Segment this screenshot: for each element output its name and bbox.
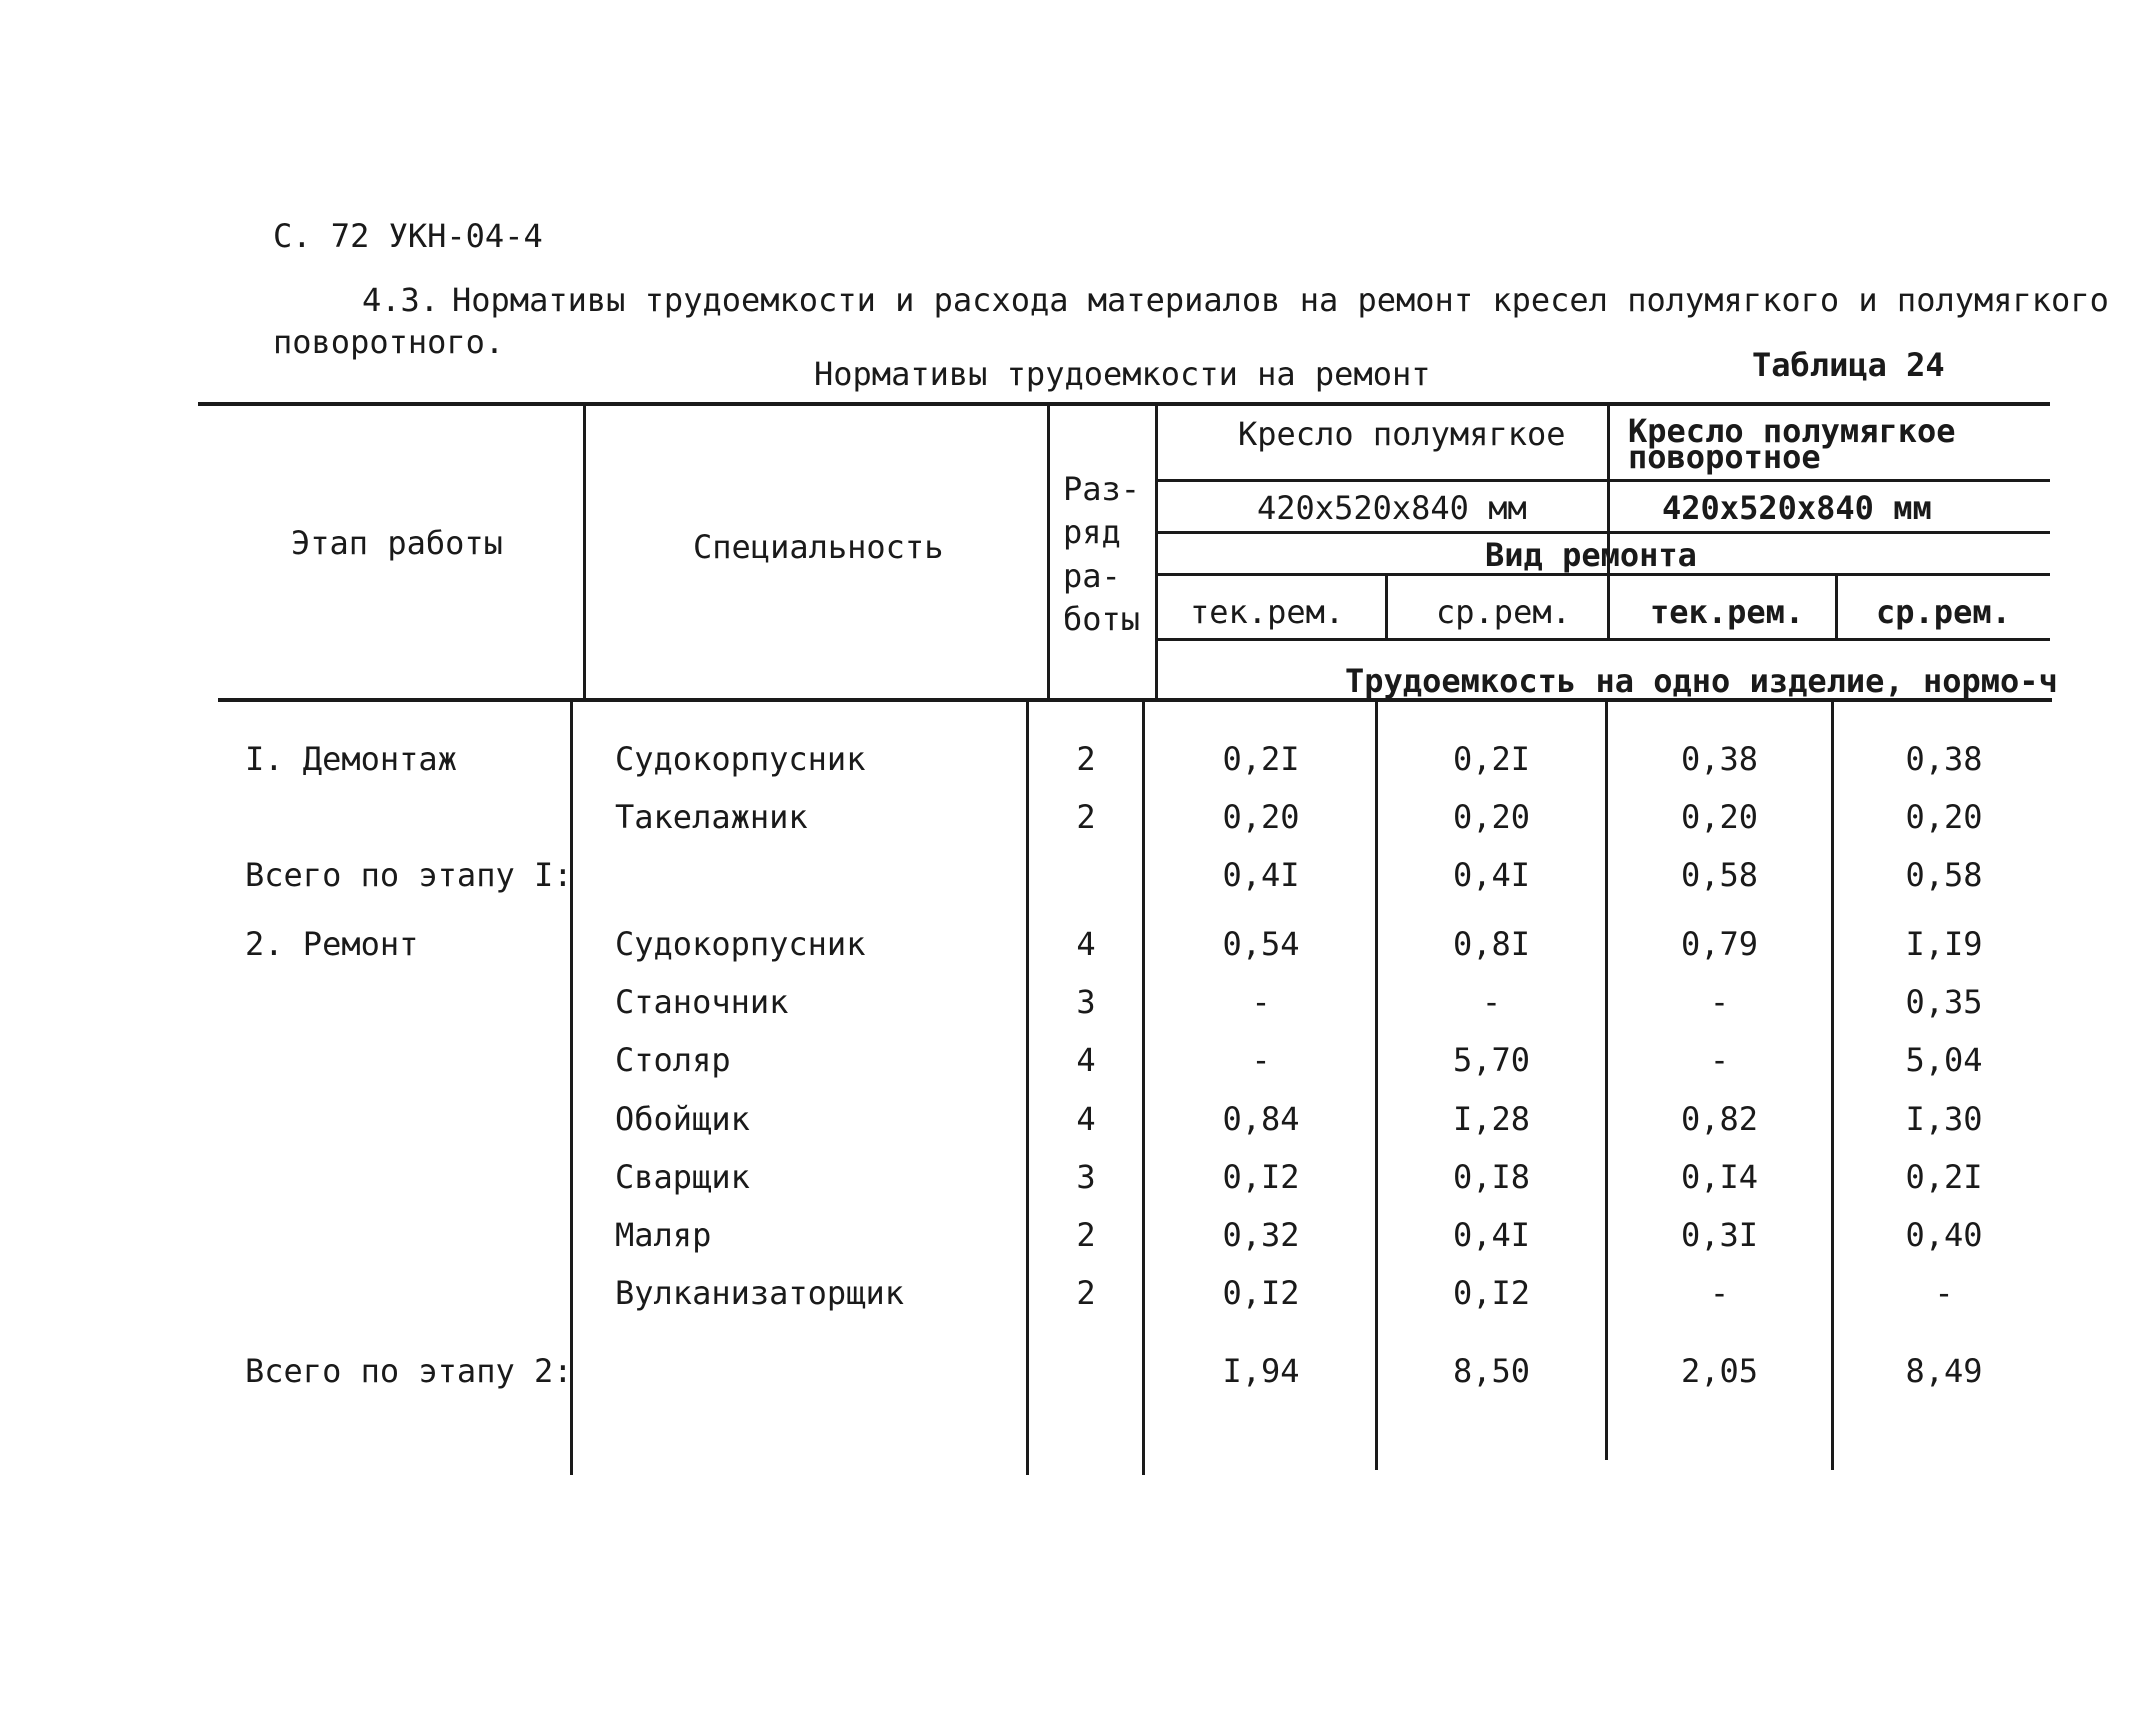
header-product1: Кресло полумягкое: [1238, 415, 1566, 453]
header-grade-1: Раз-: [1063, 470, 1141, 508]
header-grade-4: боты: [1063, 600, 1141, 638]
cell-grade: 2: [1076, 1216, 1096, 1254]
cell-specialty: Обойщик: [615, 1100, 750, 1138]
cell-specialty: Такелажник: [615, 798, 808, 836]
cell-v3: 0,I4: [1680, 1158, 1759, 1196]
cell-v2: 0,8I: [1452, 925, 1531, 963]
vline-subcol-1: [1385, 575, 1388, 641]
cell-v4: I,30: [1905, 1100, 1983, 1138]
vline-stage-specialty-head: [583, 404, 586, 700]
cell-v2: 0,I8: [1452, 1158, 1531, 1196]
cell-specialty: Столяр: [615, 1041, 731, 1079]
header-tek-rem-2: тек.рем.: [1650, 593, 1805, 631]
cell-v3: 0,38: [1680, 740, 1759, 778]
cell-v3: 0,79: [1680, 925, 1759, 963]
cell-v4: 8,49: [1905, 1352, 1983, 1390]
cell-v2: 0,2I: [1452, 740, 1531, 778]
cell-grade: 4: [1076, 1100, 1096, 1138]
cell-v2: -: [1481, 983, 1502, 1021]
cell-v4: 0,58: [1905, 856, 1983, 894]
cell-stage: 2. Ремонт: [245, 925, 419, 963]
cell-specialty: Судокорпусник: [615, 925, 866, 963]
cell-v2: 0,4I: [1452, 856, 1531, 894]
table-caption: Нормативы трудоемкости на ремонт: [814, 355, 1431, 393]
header-grade-2: ряд: [1063, 513, 1121, 551]
cell-v4: 0,40: [1905, 1216, 1983, 1254]
rule-below-products: [1157, 479, 2050, 482]
cell-v3: 0,82: [1680, 1100, 1759, 1138]
cell-specialty: Судокорпусник: [615, 740, 866, 778]
cell-v4: 5,04: [1905, 1041, 1983, 1079]
cell-v1: 0,32: [1222, 1216, 1300, 1254]
cell-stage: I. Демонтаж: [245, 740, 457, 778]
cell-v2: 0,I2: [1452, 1274, 1531, 1312]
header-sr-rem-1: ср.рем.: [1436, 593, 1571, 631]
cell-v3: -: [1709, 1041, 1730, 1079]
cell-v1: 0,84: [1222, 1100, 1300, 1138]
cell-v1: 0,4I: [1222, 856, 1300, 894]
vline-specialty-grade: [1026, 700, 1029, 1475]
vline-grade-values-head: [1155, 404, 1158, 700]
cell-v3: 2,05: [1680, 1352, 1759, 1390]
cell-v4: -: [1934, 1274, 1954, 1312]
cell-v4: 0,20: [1905, 798, 1983, 836]
header-stage: Этап работы: [291, 524, 503, 562]
header-specialty: Специальность: [693, 528, 944, 566]
cell-v1: I,94: [1222, 1352, 1300, 1390]
cell-v1: -: [1251, 1041, 1271, 1079]
cell-specialty: Маляр: [615, 1216, 712, 1254]
cell-v3: -: [1709, 983, 1730, 1021]
header-repair-type: Вид ремонта: [1485, 536, 1697, 574]
cell-grade: 3: [1076, 1158, 1096, 1196]
header-size2: 420х520х840 мм: [1662, 489, 1932, 527]
cell-v2: 8,50: [1452, 1352, 1531, 1390]
cell-specialty: Вулканизаторщик: [615, 1274, 904, 1312]
cell-stage: Всего по этапу I:: [245, 856, 573, 894]
section-number: 4.3.: [362, 281, 440, 319]
cell-grade: 2: [1076, 1274, 1096, 1312]
rule-below-subcols: [1157, 638, 2050, 641]
cell-v2: 5,70: [1452, 1041, 1531, 1079]
cell-v3: -: [1709, 1274, 1730, 1312]
section-title-line2: поворотного.: [273, 323, 505, 361]
cell-v4: 0,38: [1905, 740, 1983, 778]
cell-v2: I,28: [1452, 1100, 1531, 1138]
rule-below-sizes: [1157, 531, 2050, 534]
cell-v1: 0,I2: [1222, 1274, 1300, 1312]
table-top-rule: [198, 402, 2050, 406]
section-title-line1: Нормативы трудоемкости и расхода материалов на ремонт кресел полумягкого и полумягкого: [452, 281, 2109, 319]
vline-product-split-head: [1607, 404, 1610, 641]
cell-grade: 4: [1076, 1041, 1096, 1079]
cell-grade: 2: [1076, 798, 1096, 836]
cell-v2: 0,20: [1452, 798, 1531, 836]
cell-v1: 0,54: [1222, 925, 1300, 963]
cell-specialty: Станочник: [615, 983, 789, 1021]
cell-stage: Всего по этапу 2:: [245, 1352, 573, 1390]
vline-grade-v1: [1142, 700, 1145, 1475]
page-header: С. 72 УКН-04-4: [273, 217, 543, 255]
cell-v4: I,I9: [1905, 925, 1983, 963]
cell-v4: 0,2I: [1905, 1158, 1983, 1196]
header-product2: Кресло полумягкое поворотное: [1628, 412, 1956, 476]
header-size1: 420х520х840 мм: [1257, 489, 1527, 527]
cell-grade: 2: [1076, 740, 1096, 778]
cell-v1: 0,I2: [1222, 1158, 1300, 1196]
header-sr-rem-2: ср.рем.: [1876, 593, 2011, 631]
cell-v1: -: [1251, 983, 1271, 1021]
cell-v2: 0,4I: [1452, 1216, 1531, 1254]
cell-v3: 0,58: [1680, 856, 1759, 894]
cell-v1: 0,20: [1222, 798, 1300, 836]
cell-grade: 3: [1076, 983, 1096, 1021]
table-number: Таблица 24: [1752, 346, 1945, 384]
cell-v3: 0,3I: [1680, 1216, 1759, 1254]
header-unit: Трудоемкость на одно изделие, нормо-ч: [1345, 662, 2058, 700]
cell-grade: 4: [1076, 925, 1096, 963]
vline-subcol-3: [1835, 575, 1838, 641]
vline-specialty-grade-head: [1047, 404, 1050, 700]
header-grade-3: ра-: [1063, 557, 1121, 595]
cell-specialty: Сварщик: [615, 1158, 750, 1196]
cell-v1: 0,2I: [1222, 740, 1300, 778]
cell-v4: 0,35: [1905, 983, 1983, 1021]
header-tek-rem-1: тек.рем.: [1190, 593, 1345, 631]
cell-v3: 0,20: [1680, 798, 1759, 836]
